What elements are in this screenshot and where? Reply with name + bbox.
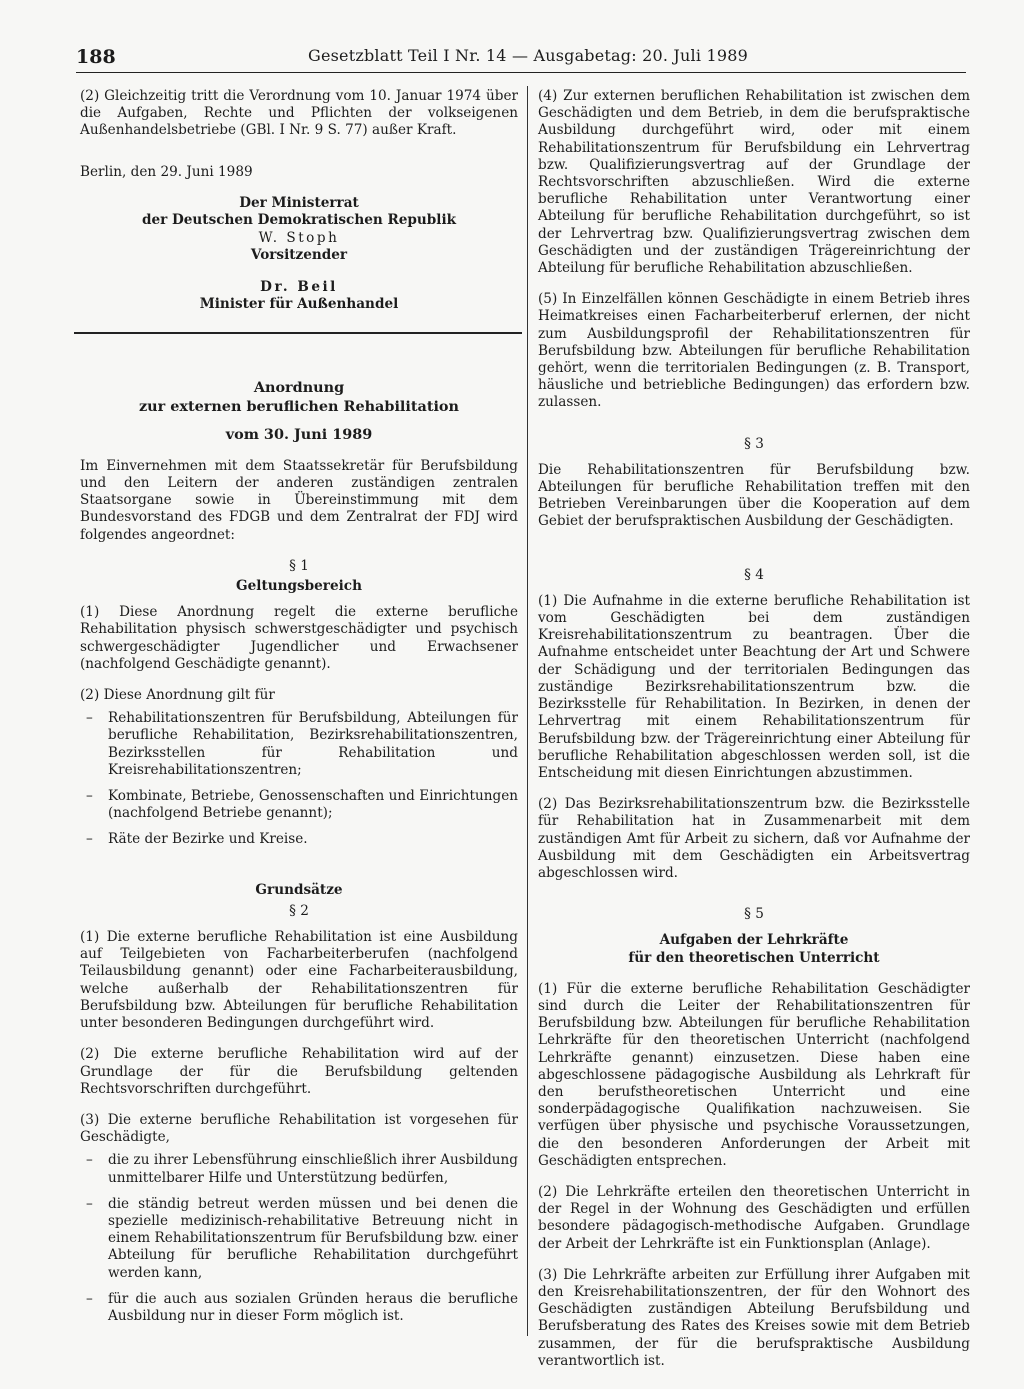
signature-block-1 bbox=[80, 195, 518, 265]
section-2-paragraph-2: (2) Die externe berufliche Rehabilitation wird auf der Grundlage der für die Berufsbildung geltenden Rechtsvorschriften durchgeführt. bbox=[80, 1046, 518, 1097]
section-3-paragraph: Die Rehabilitationszentren für Berufsbildung bzw. Abteilungen für berufliche Rehabilitation treffen mit den Betrieben Vereinbarungen über die Kooperation auf dem Gebiet der berufspraktischen Ausbildung der Geschädigten. bbox=[538, 461, 970, 530]
section-5-paragraph-2: (2) Die Lehrkräfte erteilen den theoretischen Unterricht in der Regel in der Wohnung des Geschädigten und erfüllen besondere pädagogisch-methodische Aufgaben. Grundlage der Arbeit der Lehrkräfte ist ein Funktionsplan (Anlage). bbox=[538, 1183, 970, 1252]
section-5-number: § 5 bbox=[744, 906, 764, 923]
section-2-list bbox=[80, 1152, 518, 1325]
signatory-role: Vorsitzender bbox=[250, 247, 348, 264]
section-1-paragraph-2: (2) Diese Anordnung gilt für bbox=[80, 687, 275, 704]
section-5-paragraph-1: (1) Für die externe berufliche Rehabilitation Geschädigter sind durch die Leiter der Rehabilitationszentren für Berufsbildung bzw. Abteilungen für berufliche Rehabilitation Lehrkräfte für den theoretischen Unterricht (nachfolgend Lehrkräfte genannt) einzusetzen. Diese haben eine abgeschlossene pädagogische Ausbildung als Lehrkraft für den berufstheoretischen Unterricht und eine sonderpädagogische Qualifikation nachzuweisen. Sie verfügen über physische und psychische Voraussetzungen, die den besonderen Anforderungen der Arbeit mit Geschädigten entsprechen. bbox=[538, 980, 970, 1169]
document-subtitle: zur externen beruflichen Rehabilitation bbox=[139, 397, 459, 415]
header-title: Gesetzblatt Teil I Nr. 14 — Ausgabetag: 20. Juli 1989 bbox=[308, 46, 748, 65]
section-4-paragraph-2: (2) Das Bezirksrehabilitationszentrum bzw. die Bezirksstelle für Rehabilitation hat in Zusammenarbeit mit dem zuständigen Amt für Arbeit zu sichern, daß vor Aufnahme der Ausbildung mit dem Geschädigten ein Arbeitsvertrag abgeschlossen wird. bbox=[538, 796, 970, 881]
document-date: vom 30. Juni 1989 bbox=[225, 425, 373, 443]
section-4-number: § 4 bbox=[744, 566, 764, 583]
section-1-list bbox=[80, 710, 518, 848]
place-date: Berlin, den 29. Juni 1989 bbox=[80, 163, 253, 180]
signatory-body-line2: der Deutschen Demokratischen Republik bbox=[141, 212, 457, 229]
section-2-number: § 2 bbox=[289, 902, 309, 919]
list-item: – die ständig betreut werden müssen und bei denen die spezielle medizinisch-rehabilitative Betreuung nicht in einem Rehabilitationszentrum für Berufsbildung bzw. einer Abteilung für berufliche Rehabilitation durchgeführt werden kann, bbox=[80, 1196, 518, 1282]
section-1-paragraph-1: (1) Diese Anordnung regelt die externe berufliche Rehabilitation physisch schwerstgeschädigter und psychisch schwergeschädigter Jugendlicher und Erwachsener (nachfolgend Geschädigte genannt). bbox=[80, 604, 518, 672]
signature-block-2 bbox=[80, 279, 518, 314]
section-5-heading-line2: für den theoretischen Unterricht bbox=[628, 949, 880, 966]
list-item: – die zu ihrer Lebensführung einschließlich ihrer Ausbildung unmittelbarer Hilfe und Unterstützung bedürfen, bbox=[80, 1152, 518, 1186]
signatory-body: Der Ministerrat bbox=[239, 194, 359, 211]
signatory-name: W. Stoph bbox=[258, 229, 340, 246]
section-2-paragraph-1: (1) Die externe berufliche Rehabilitation ist eine Ausbildung auf Teilgebieten von Facharbeiterberufen (nachfolgend Teilausbildung genannt) oder eine Facharbeiterausbildung, welche außerhalb der Rehabilitationszentren für Berufsbildung bzw. Abteilungen für berufliche Rehabilitation unter besonderen Bedingungen durchgeführt wird. bbox=[80, 929, 518, 1032]
principles-heading: Grundsätze bbox=[255, 881, 343, 898]
page-header bbox=[76, 44, 966, 73]
right-column bbox=[538, 88, 970, 1370]
document-title: Anordnung bbox=[253, 378, 345, 396]
left-column bbox=[80, 88, 518, 1334]
previous-paragraph-2: (2) Gleichzeitig tritt die Verordnung vom 10. Januar 1974 über die Aufgaben, Rechte und Pflichten der volkseigenen Außenhandelsbetriebe (GBl. I Nr. 9 S. 77) außer Kraft. bbox=[80, 88, 518, 139]
section-5-heading: Aufgaben der Lehrkräfte bbox=[659, 932, 849, 949]
list-item: – für die auch aus sozialen Gründen heraus die berufliche Ausbildung nur in dieser Form möglich ist. bbox=[80, 1291, 518, 1325]
section-4-paragraph-1: (1) Die Aufnahme in die externe berufliche Rehabilitation ist vom Geschädigten bei dem zuständigen Kreisrehabilitationszentrum zu beantragen. Über die Aufnahme entscheidet unter Beachtung der Art und Schwere der Schädigung und der territorialen Bedingungen das zuständige Bezirksrehabilitationszentrum bzw. die Bezirksstelle für Rehabilitation. In Bezirken, in denen der Lehrvertrag mit einem Rehabilitationszentrum für Berufsbildung bzw. der Trägereinrichtung einer Abteilung für berufliche Rehabilitation abgeschlossen werden soll, ist die Entscheidung mit diesen Einrichtungen abzustimmen. bbox=[538, 592, 970, 781]
section-3-number: § 3 bbox=[744, 435, 764, 452]
signatory-2-name: Dr. Beil bbox=[260, 278, 338, 295]
preamble: Im Einvernehmen mit dem Staatssekretär für Berufsbildung und den Leitern der anderen zuständigen zentralen Staatsorgane sowie in Übereinstimmung mit dem Bundesvorstand des FDGB und dem Zentralrat der FDJ wird folgendes angeordnet: bbox=[80, 457, 518, 543]
section-2-paragraph-5: (5) In Einzelfällen können Geschädigte in einem Betrieb ihres Heimatkreises einen Facharbeiterberuf erlernen, der nicht zum Ausbildungsprofil der Rehabilitationszentren für Berufsbildung bzw. Abteilungen für berufliche Rehabilitation gehört, wenn die territorialen Bedingungen (z. B. Transport, häusliche und betriebliche Bedingungen) das erfordern bzw. zulassen. bbox=[538, 291, 970, 411]
section-5-paragraph-3: (3) Die Lehrkräfte arbeiten zur Erfüllung ihrer Aufgaben mit den Kreisrehabilitationszentren, der für den Wohnort des Geschädigten zuständigen Abteilung Berufsbildung und Berufsberatung des Rates des Kreises sowie mit dem Betrieb zusammen, der für die berufspraktische Ausbildung verantwortlich ist. bbox=[538, 1266, 970, 1369]
section-1-heading: Geltungsbereich bbox=[236, 578, 362, 595]
list-item: – Räte der Bezirke und Kreise. bbox=[80, 831, 518, 848]
section-2-paragraph-4: (4) Zur externen beruflichen Rehabilitation ist zwischen dem Geschädigten und dem Betrieb, in dem die berufspraktische Ausbildung durchgeführt wird, oder mit einem Rehabilitationszentrum für Berufsbildung ein Lehrvertrag bzw. Qualifizierungsvertrag auf der Grundlage der Rechtsvorschriften abzuschließen. Wird die externe berufliche Rehabilitation unter Verantwortung einer Abteilung für berufliche Rehabilitation durchgeführt, so ist der Lehrvertrag bzw. Qualifizierungsvertrag zwischen dem Geschädigten und der zuständigen Trägereinrichtung der Abteilung für berufliche Rehabilitation abzuschließen. bbox=[538, 88, 970, 277]
list-item: – Kombinate, Betriebe, Genossenschaften und Einrichtungen (nachfolgend Betriebe genannt); bbox=[80, 788, 518, 822]
section-2-paragraph-3: (3) Die externe berufliche Rehabilitation ist vorgesehen für Geschädigte, bbox=[80, 1111, 518, 1146]
column-divider bbox=[527, 86, 528, 1336]
list-item: – Rehabilitationszentren für Berufsbildung, Abteilungen für berufliche Rehabilitation, Bezirksrehabilitationszentren, Bezirksstellen für Rehabilitation und Kreisrehabilitationszentren; bbox=[80, 710, 518, 779]
signatory-2-role: Minister für Außenhandel bbox=[199, 296, 399, 313]
page-number: 188 bbox=[76, 46, 116, 68]
section-1-number: § 1 bbox=[289, 557, 309, 574]
